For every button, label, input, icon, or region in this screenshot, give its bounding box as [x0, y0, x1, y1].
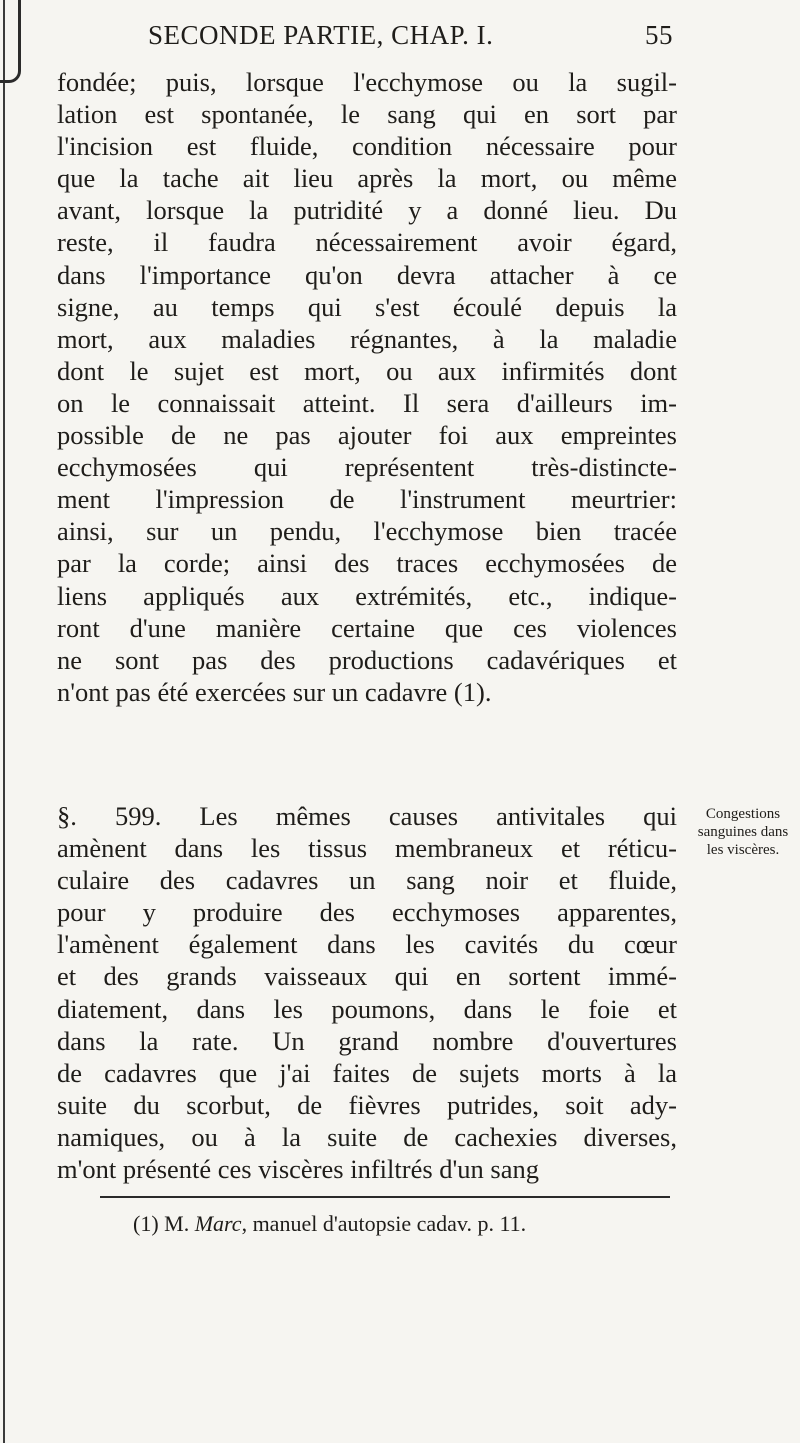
text-line: ecchymosées qui représentent très-distincte-	[57, 452, 677, 483]
text-line: dans la rate. Un grand nombre d'ouvertures	[57, 1025, 677, 1056]
text-line: avant, lorsque la putridité y a donné lieu. Du	[57, 195, 677, 226]
text-line: suite du scorbut, de fièvres putrides, soit ady-	[57, 1089, 677, 1120]
text-line: on le connaissait atteint. Il sera d'ailleurs im-	[57, 387, 677, 418]
footnote-author: Marc	[194, 1211, 242, 1236]
margin-note-line: Congestions	[705, 806, 781, 822]
text-line: par la corde; ainsi des traces ecchymosées de	[57, 548, 677, 579]
footnote-rule	[100, 1196, 670, 1198]
footnote-prefix: (1) M.	[133, 1211, 190, 1236]
text-line: ne sont pas des productions cadavériques et	[57, 644, 677, 675]
text-line: que la tache ait lieu après la mort, ou même	[57, 163, 677, 194]
footnote	[133, 1211, 526, 1237]
text-line: mort, aux maladies régnantes, à la maladie	[57, 323, 677, 354]
text-line: dont le sujet est mort, ou aux infirmités dont	[57, 355, 677, 386]
margin-note-line: les viscères.	[706, 842, 780, 858]
paragraph-1	[57, 66, 677, 708]
text-line: de cadavres que j'ai faites de sujets morts à la	[57, 1057, 677, 1088]
margin-note	[693, 805, 793, 859]
text-line: n'ont pas été exercées sur un cadavre (1).	[57, 676, 492, 707]
page-number: 55	[645, 20, 673, 50]
text-line: dans l'importance qu'on devra attacher à ce	[57, 259, 677, 290]
page-binding-edge	[3, 0, 5, 1443]
header-title: SECONDE PARTIE, CHAP. I.	[148, 20, 494, 50]
paragraph-2	[57, 800, 677, 1185]
text-line: m'ont présenté ces viscères infiltrés d'un sang	[57, 1154, 539, 1185]
text-line: l'amènent également dans les cavités du cœur	[57, 929, 677, 960]
text-line: lation est spontanée, le sang qui en sort par	[57, 99, 677, 130]
text-line: signe, au temps qui s'est écoulé depuis la	[57, 291, 677, 322]
text-line: §. 599. Les mêmes causes antivitales qui	[57, 801, 677, 831]
running-header	[148, 20, 673, 60]
text-line: diatement, dans les poumons, dans le foie et	[57, 993, 677, 1024]
text-line: l'incision est fluide, condition nécessaire pour	[57, 131, 677, 162]
text-line: liens appliqués aux extrémités, etc., indique-	[57, 580, 677, 611]
text-line: ment l'impression de l'instrument meurtrier:	[57, 484, 677, 515]
text-line: reste, il faudra nécessairement avoir égard,	[57, 227, 677, 258]
footnote-rest: , manuel d'autopsie cadav. p. 11.	[241, 1211, 527, 1236]
text-line: fondée; puis, lorsque l'ecchymose ou la sugil-	[57, 67, 677, 97]
text-line: possible de ne pas ajouter foi aux empreintes	[57, 420, 677, 451]
text-line: namiques, ou à la suite de cachexies diverses,	[57, 1121, 677, 1152]
text-line: amènent dans les tissus membraneux et réticu-	[57, 833, 677, 864]
text-line: culaire des cadavres un sang noir et fluide,	[57, 865, 677, 896]
margin-note-line: sanguines dans	[697, 824, 789, 840]
text-line: ainsi, sur un pendu, l'ecchymose bien tracée	[57, 516, 677, 547]
text-line: ront d'une manière certaine que ces violences	[57, 612, 677, 643]
page-corner-edge	[0, 0, 21, 83]
text-line: pour y produire des ecchymoses apparentes,	[57, 897, 677, 928]
text-line: et des grands vaisseaux qui en sortent immé-	[57, 961, 677, 992]
